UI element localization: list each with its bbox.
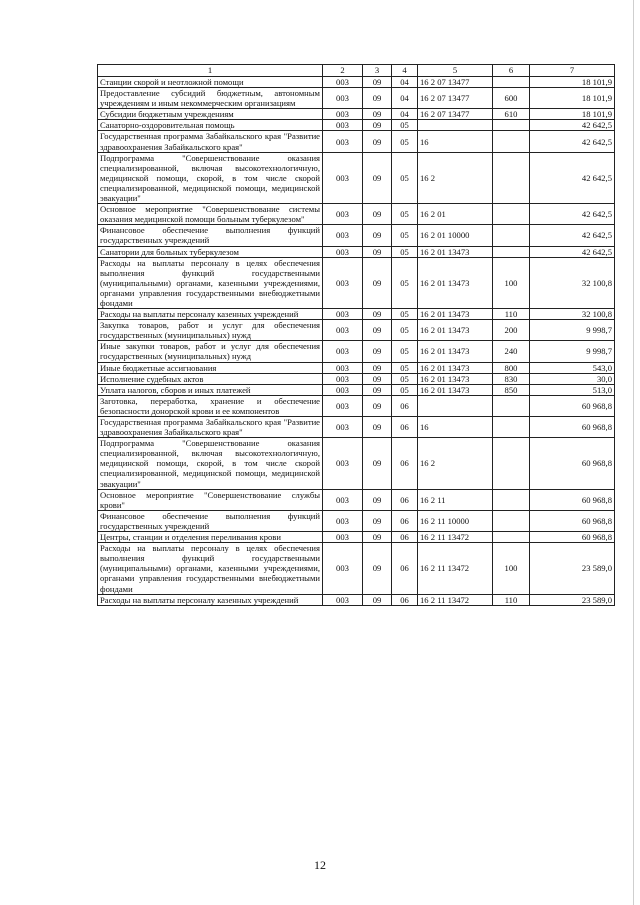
cell-amount: 42 642,5 [530, 131, 615, 152]
table-row [98, 257, 615, 308]
cell-admin-code: 003 [323, 246, 363, 257]
cell-expense-type: 830 [493, 373, 530, 384]
table-row [98, 120, 615, 131]
cell-subsection: 04 [392, 109, 418, 120]
cell-amount: 32 100,8 [530, 309, 615, 320]
cell-section: 09 [363, 395, 392, 416]
cell-admin-code: 003 [323, 373, 363, 384]
cell-expense-type: 600 [493, 88, 530, 109]
cell-amount: 18 101,9 [530, 88, 615, 109]
cell-name: Станции скорой и неотложной помощи [98, 77, 323, 88]
cell-name: Центры, станции и отделения переливания крови [98, 532, 323, 543]
cell-target-item: 16 2 [418, 438, 493, 489]
cell-admin-code: 003 [323, 109, 363, 120]
cell-target-item: 16 2 01 13473 [418, 309, 493, 320]
cell-section: 09 [363, 88, 392, 109]
cell-target-item: 16 2 01 10000 [418, 225, 493, 246]
table-row [98, 395, 615, 416]
cell-admin-code: 003 [323, 204, 363, 225]
cell-admin-code: 003 [323, 341, 363, 362]
cell-amount: 543,0 [530, 362, 615, 373]
cell-expense-type [493, 395, 530, 416]
cell-target-item: 16 2 11 [418, 489, 493, 510]
cell-subsection: 06 [392, 417, 418, 438]
cell-target-item: 16 [418, 131, 493, 152]
cell-name: Санатории для больных туберкулезом [98, 246, 323, 257]
cell-section: 09 [363, 384, 392, 395]
cell-subsection: 05 [392, 309, 418, 320]
cell-amount: 42 642,5 [530, 120, 615, 131]
table-row [98, 320, 615, 341]
table-row [98, 362, 615, 373]
cell-section: 09 [363, 246, 392, 257]
cell-name: Расходы на выплаты персоналу в целях обеспечения выполнения функций государственными (муниципальными) органами, казенными учреждениями, органами управления государственными внебюджетными фондами [98, 543, 323, 594]
cell-subsection: 05 [392, 152, 418, 203]
cell-section: 09 [363, 120, 392, 131]
table-row [98, 510, 615, 531]
cell-expense-type [493, 438, 530, 489]
cell-section: 09 [363, 257, 392, 308]
cell-target-item [418, 120, 493, 131]
cell-admin-code: 003 [323, 543, 363, 594]
cell-expense-type [493, 225, 530, 246]
cell-amount: 513,0 [530, 384, 615, 395]
cell-name: Подпрограмма "Совершенствование оказания специализированной, включая высокотехнологичную, медицинской помощи, скорой, в том числе скорой специализированной, медицинской помощи, медицинской эвакуации" [98, 152, 323, 203]
cell-target-item: 16 [418, 417, 493, 438]
cell-subsection: 06 [392, 532, 418, 543]
cell-amount: 30,0 [530, 373, 615, 384]
cell-admin-code: 003 [323, 417, 363, 438]
cell-amount: 60 968,8 [530, 417, 615, 438]
cell-section: 09 [363, 77, 392, 88]
cell-admin-code: 003 [323, 320, 363, 341]
cell-expense-type [493, 131, 530, 152]
cell-amount: 60 968,8 [530, 438, 615, 489]
cell-subsection: 06 [392, 395, 418, 416]
table-body [98, 77, 615, 606]
cell-section: 09 [363, 109, 392, 120]
cell-name: Иные бюджетные ассигнования [98, 362, 323, 373]
cell-subsection: 05 [392, 257, 418, 308]
cell-amount: 60 968,8 [530, 510, 615, 531]
cell-name: Уплата налогов, сборов и иных платежей [98, 384, 323, 395]
cell-admin-code: 003 [323, 225, 363, 246]
cell-name: Закупка товаров, работ и услуг для обеспечения государственных (муниципальных) нужд [98, 320, 323, 341]
cell-section: 09 [363, 152, 392, 203]
cell-admin-code: 003 [323, 88, 363, 109]
cell-expense-type: 100 [493, 257, 530, 308]
cell-target-item: 16 2 01 13473 [418, 373, 493, 384]
table-row [98, 341, 615, 362]
cell-admin-code: 003 [323, 77, 363, 88]
cell-expense-type [493, 532, 530, 543]
cell-subsection: 05 [392, 341, 418, 362]
cell-target-item [418, 395, 493, 416]
cell-amount: 60 968,8 [530, 532, 615, 543]
cell-name: Иные закупки товаров, работ и услуг для обеспечения государственных (муниципальных) нужд [98, 341, 323, 362]
cell-subsection: 05 [392, 384, 418, 395]
cell-target-item: 16 2 01 13473 [418, 384, 493, 395]
cell-subsection: 05 [392, 120, 418, 131]
cell-name: Основное мероприятие "Совершенствование системы оказания медицинской помощи больным туберкулезом" [98, 204, 323, 225]
header-cell: 6 [493, 65, 530, 77]
cell-target-item: 16 2 07 13477 [418, 88, 493, 109]
cell-subsection: 06 [392, 594, 418, 605]
table-row [98, 489, 615, 510]
cell-amount: 9 998,7 [530, 341, 615, 362]
cell-expense-type: 110 [493, 594, 530, 605]
cell-expense-type [493, 77, 530, 88]
cell-name: Подпрограмма "Совершенствование оказания специализированной, включая высокотехнологичную, медицинской помощи, скорой, в том числе скорой специализированной, медицинской помощи, медицинской эвакуации" [98, 438, 323, 489]
cell-name: Предоставление субсидий бюджетным, автономным учреждениям и иным некоммерческим организациям [98, 88, 323, 109]
cell-section: 09 [363, 438, 392, 489]
table-row [98, 532, 615, 543]
cell-section: 09 [363, 417, 392, 438]
cell-target-item: 16 2 11 13472 [418, 532, 493, 543]
cell-admin-code: 003 [323, 384, 363, 395]
cell-name: Заготовка, переработка, хранение и обеспечение безопасности донорской крови и ее компонентов [98, 395, 323, 416]
cell-name: Государственная программа Забайкальского края "Развитие здравоохранения Забайкальского края" [98, 131, 323, 152]
cell-subsection: 05 [392, 373, 418, 384]
cell-admin-code: 003 [323, 395, 363, 416]
cell-target-item: 16 2 01 13473 [418, 362, 493, 373]
cell-expense-type [493, 510, 530, 531]
table-header-row [98, 65, 615, 77]
table-row [98, 88, 615, 109]
cell-amount: 9 998,7 [530, 320, 615, 341]
cell-amount: 60 968,8 [530, 489, 615, 510]
cell-subsection: 04 [392, 77, 418, 88]
cell-name: Государственная программа Забайкальского края "Развитие здравоохранения Забайкальского края" [98, 417, 323, 438]
cell-subsection: 05 [392, 225, 418, 246]
cell-name: Расходы на выплаты персоналу казенных учреждений [98, 594, 323, 605]
cell-amount: 18 101,9 [530, 109, 615, 120]
header-cell: 7 [530, 65, 615, 77]
cell-name: Субсидии бюджетным учреждениям [98, 109, 323, 120]
table-row [98, 152, 615, 203]
cell-amount: 23 589,0 [530, 594, 615, 605]
cell-target-item: 16 2 07 13477 [418, 109, 493, 120]
cell-subsection: 05 [392, 246, 418, 257]
cell-subsection: 06 [392, 510, 418, 531]
table-row [98, 77, 615, 88]
scan-edge-line [633, 0, 634, 905]
cell-target-item: 16 2 01 [418, 204, 493, 225]
cell-name: Исполнение судебных актов [98, 373, 323, 384]
cell-expense-type [493, 120, 530, 131]
header-cell: 4 [392, 65, 418, 77]
cell-section: 09 [363, 204, 392, 225]
cell-amount: 42 642,5 [530, 225, 615, 246]
cell-expense-type: 100 [493, 543, 530, 594]
budget-table [97, 64, 615, 606]
header-cell: 2 [323, 65, 363, 77]
cell-target-item: 16 2 07 13477 [418, 77, 493, 88]
table-row [98, 246, 615, 257]
cell-amount: 32 100,8 [530, 257, 615, 308]
cell-expense-type [493, 417, 530, 438]
table-row [98, 417, 615, 438]
cell-amount: 42 642,5 [530, 152, 615, 203]
cell-admin-code: 003 [323, 594, 363, 605]
table-row [98, 225, 615, 246]
cell-section: 09 [363, 373, 392, 384]
cell-section: 09 [363, 320, 392, 341]
cell-expense-type [493, 489, 530, 510]
cell-section: 09 [363, 309, 392, 320]
cell-amount: 42 642,5 [530, 246, 615, 257]
cell-subsection: 04 [392, 88, 418, 109]
cell-target-item: 16 2 01 13473 [418, 320, 493, 341]
cell-amount: 42 642,5 [530, 204, 615, 225]
cell-subsection: 05 [392, 204, 418, 225]
cell-amount: 23 589,0 [530, 543, 615, 594]
cell-admin-code: 003 [323, 362, 363, 373]
cell-name: Санаторно-оздоровительная помощь [98, 120, 323, 131]
table-row [98, 204, 615, 225]
page-number: 12 [314, 858, 326, 872]
table-row [98, 131, 615, 152]
cell-admin-code: 003 [323, 489, 363, 510]
cell-section: 09 [363, 225, 392, 246]
table-row [98, 543, 615, 594]
cell-section: 09 [363, 543, 392, 594]
cell-admin-code: 003 [323, 257, 363, 308]
table-row [98, 594, 615, 605]
cell-expense-type [493, 152, 530, 203]
cell-target-item: 16 2 11 10000 [418, 510, 493, 531]
cell-section: 09 [363, 362, 392, 373]
table-row [98, 438, 615, 489]
cell-expense-type [493, 246, 530, 257]
cell-section: 09 [363, 532, 392, 543]
table-row [98, 384, 615, 395]
cell-admin-code: 003 [323, 309, 363, 320]
cell-admin-code: 003 [323, 120, 363, 131]
cell-admin-code: 003 [323, 510, 363, 531]
cell-target-item: 16 2 [418, 152, 493, 203]
table-row [98, 373, 615, 384]
cell-target-item: 16 2 11 13472 [418, 543, 493, 594]
cell-subsection: 05 [392, 362, 418, 373]
cell-admin-code: 003 [323, 152, 363, 203]
cell-amount: 60 968,8 [530, 395, 615, 416]
cell-expense-type: 850 [493, 384, 530, 395]
cell-admin-code: 003 [323, 438, 363, 489]
cell-target-item: 16 2 01 13473 [418, 246, 493, 257]
header-cell: 5 [418, 65, 493, 77]
header-cell: 3 [363, 65, 392, 77]
cell-section: 09 [363, 341, 392, 362]
table-row [98, 109, 615, 120]
cell-section: 09 [363, 131, 392, 152]
cell-expense-type: 240 [493, 341, 530, 362]
cell-expense-type: 800 [493, 362, 530, 373]
cell-subsection: 05 [392, 320, 418, 341]
cell-name: Финансовое обеспечение выполнения функций государственных учреждений [98, 510, 323, 531]
cell-expense-type: 610 [493, 109, 530, 120]
cell-name: Финансовое обеспечение выполнения функций государственных учреждений [98, 225, 323, 246]
cell-amount: 18 101,9 [530, 77, 615, 88]
cell-subsection: 05 [392, 131, 418, 152]
cell-name: Основное мероприятие "Совершенствование службы крови" [98, 489, 323, 510]
cell-section: 09 [363, 510, 392, 531]
cell-expense-type: 110 [493, 309, 530, 320]
cell-subsection: 06 [392, 438, 418, 489]
cell-admin-code: 003 [323, 532, 363, 543]
cell-section: 09 [363, 594, 392, 605]
cell-target-item: 16 2 01 13473 [418, 341, 493, 362]
table-row [98, 309, 615, 320]
cell-name: Расходы на выплаты персоналу казенных учреждений [98, 309, 323, 320]
cell-section: 09 [363, 489, 392, 510]
cell-subsection: 06 [392, 543, 418, 594]
cell-name: Расходы на выплаты персоналу в целях обеспечения выполнения функций государственными (муниципальными) органами, казенными учреждениями, органами управления государственными внебюджетными фондами [98, 257, 323, 308]
cell-admin-code: 003 [323, 131, 363, 152]
cell-target-item: 16 2 01 13473 [418, 257, 493, 308]
header-cell: 1 [98, 65, 323, 77]
cell-subsection: 06 [392, 489, 418, 510]
cell-expense-type: 200 [493, 320, 530, 341]
cell-expense-type [493, 204, 530, 225]
cell-target-item: 16 2 11 13472 [418, 594, 493, 605]
